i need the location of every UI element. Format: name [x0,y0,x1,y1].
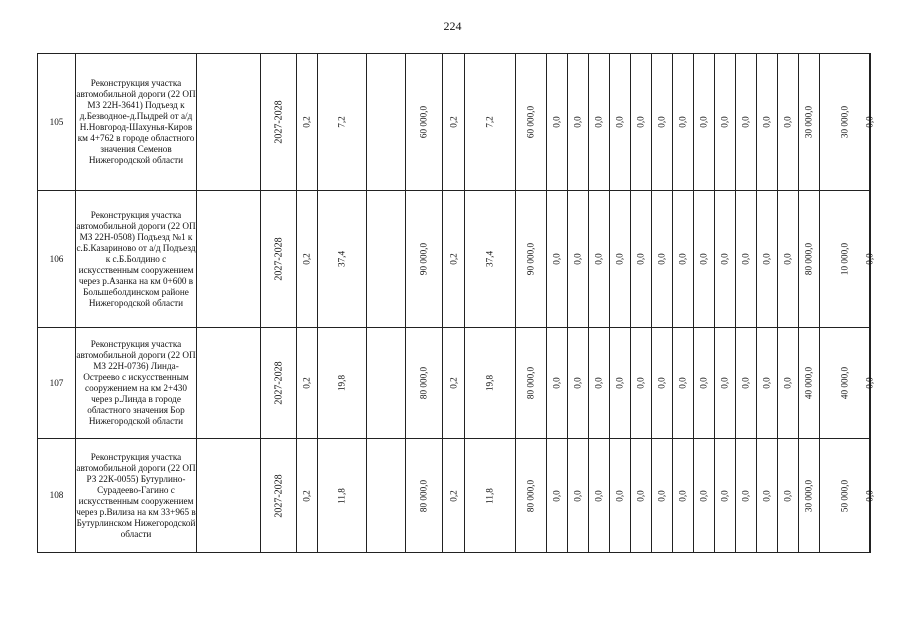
cell-y7 [673,191,694,328]
cell-cost-total [406,439,443,553]
cell-value: 40 000,0 [803,366,814,400]
cell-y8 [694,328,715,439]
cell-value: 0,0 [698,253,709,265]
table-row [38,439,871,553]
cell-value: 40 000,0 [839,366,849,400]
cell-y9 [715,54,736,191]
cell-y2 [568,328,589,439]
cell-value-b [443,439,465,553]
cell-y9 [715,328,736,439]
cell-y12 [778,328,799,439]
cell-y6 [652,191,673,328]
cell-value: 60 000,0 [418,105,429,139]
cell-value: 0,0 [761,489,772,502]
cell-y2 [568,191,589,328]
cell-y12 [778,54,799,191]
cell-amount-1 [799,54,820,191]
cell-y5 [631,191,652,328]
cell-length-b [465,439,516,553]
cell-length [318,54,367,191]
cell-y3 [589,439,610,553]
cell-cost-b [516,54,547,191]
cell-value: 0,0 [551,116,562,128]
cell-cost-total [406,328,443,439]
row-number: 108 [38,439,76,553]
cell-value: 30 000,0 [803,105,814,139]
cell-y5 [631,439,652,553]
cell-value: 0,0 [593,253,604,265]
cell-remainder [864,439,875,553]
cell-value: 2027-2028 [273,237,284,281]
road-reconstruction-table [37,53,875,553]
cell-extra [197,439,261,553]
cell-value: 37,4 [336,250,347,268]
cell-amount-2 [820,328,870,439]
cell-y10 [736,439,757,553]
cell-extra [197,328,261,439]
cell-value: 0,0 [698,116,709,128]
cell-value: 0,0 [864,377,875,389]
row-number: 106 [38,191,76,328]
cell-value: 0,0 [698,377,709,389]
cell-y1 [547,191,568,328]
road-object-name [76,328,197,439]
cell-value: 0,0 [782,253,793,265]
cell-y9 [715,191,736,328]
cell-amount-2 [820,54,870,191]
cell-value: 0,0 [719,116,730,128]
cell-value: 0,0 [614,377,625,389]
cell-value: 0,0 [719,377,730,389]
cell-value: 80 000,0 [525,366,536,400]
cell-value-b [443,54,465,191]
cell-value: 0,0 [740,253,751,265]
cell-y3 [589,191,610,328]
cell-remainder [864,191,875,328]
cell-value: 50 000,0 [839,479,849,512]
cell-y11 [757,328,778,439]
cell-value: 0,0 [635,489,646,502]
cell-y2 [568,439,589,553]
cell-value: 0,0 [864,489,875,502]
cell-value-a [297,54,318,191]
cell-length-b [465,191,516,328]
cell-y9 [715,439,736,553]
cell-period [261,54,297,191]
cell-y8 [694,54,715,191]
road-object-name [76,191,197,328]
cell-period [261,191,297,328]
cell-value: 0,0 [677,116,688,128]
cell-value: 0,0 [864,253,875,265]
cell-value: 0,2 [301,253,312,265]
cell-value: 0,0 [864,116,875,128]
row-number: 107 [38,328,76,439]
cell-value: 0,0 [677,253,688,265]
cell-value: 80 000,0 [803,242,814,276]
cell-value-a [297,328,318,439]
cell-amount-1 [799,328,820,439]
cell-value: 0,0 [572,253,583,265]
cell-value: 30 000,0 [839,105,849,139]
road-object-name [76,439,197,553]
cell-y2 [568,54,589,191]
cell-y5 [631,328,652,439]
cell-blank [367,328,406,439]
cell-amount-2 [820,191,870,328]
cell-y3 [589,54,610,191]
cell-value: 0,0 [677,489,688,502]
cell-value: 0,2 [448,489,458,502]
cell-value-a [297,439,318,553]
cell-length [318,328,367,439]
cell-length [318,439,367,553]
table-row [38,328,871,439]
cell-value-b [443,328,465,439]
cell-value: 0,0 [572,116,583,128]
cell-value: 80 000,0 [525,479,536,512]
cell-y4 [610,191,631,328]
cell-value: 7,2 [484,116,495,128]
cell-value: 0,0 [593,489,604,502]
cell-value: 0,2 [301,116,312,128]
cell-value: 60 000,0 [525,105,536,139]
road-object-name-text: Реконструкция участка автомобильной дороги (22 ОП РЗ 22К-0055) Бутурлино-Сурадеево-Гагино с искусственным сооружением через р.Вилиза на км 33+965 в Бутурлинском Нижегородской области [76,451,196,539]
cell-value: 0,0 [614,116,625,128]
cell-value: 0,0 [677,377,688,389]
cell-y11 [757,439,778,553]
cell-value-b [443,191,465,328]
cell-y11 [757,191,778,328]
cell-value: 80 000,0 [418,366,429,400]
cell-remainder [864,328,875,439]
cell-value: 0,0 [761,377,772,389]
cell-blank [367,54,406,191]
road-object-name-text: Реконструкция участка автомобильной дороги (22 ОП МЗ 22Н-3641) Подъезд к д.Безводное-д.Пыдрей от а/д Н.Новгород-Шахунья-Киров км 4+762 в городе областного значения Семенов Нижегородской области [76,78,196,165]
cell-period [261,328,297,439]
cell-y12 [778,439,799,553]
cell-value: 0,0 [593,116,604,128]
table-row [38,191,871,328]
cell-y8 [694,191,715,328]
cell-value: 0,0 [614,253,625,265]
cell-value: 0,0 [635,116,646,128]
cell-length-b [465,328,516,439]
cell-amount-2 [820,439,870,553]
cell-value: 90 000,0 [418,242,429,276]
table-row [38,54,871,191]
cell-value-a [297,191,318,328]
cell-value: 0,0 [740,377,751,389]
cell-value: 0,0 [635,377,646,389]
cell-y1 [547,439,568,553]
cell-value: 90 000,0 [525,242,536,276]
cell-value: 0,0 [551,489,562,502]
cell-y7 [673,328,694,439]
cell-value: 0,0 [656,253,667,265]
cell-blank [367,439,406,553]
cell-value: 0,0 [761,253,772,265]
cell-value: 37,4 [484,250,495,268]
cell-y11 [757,54,778,191]
cell-extra [197,54,261,191]
cell-cost-total [406,54,443,191]
cell-value: 19,8 [484,374,495,392]
cell-y10 [736,328,757,439]
cell-extra [197,191,261,328]
cell-value: 0,2 [448,253,458,265]
cell-value: 2027-2028 [273,100,284,144]
cell-value: 0,2 [301,489,312,502]
cell-value: 7,2 [336,116,347,128]
cell-y1 [547,54,568,191]
cell-remainder [864,54,875,191]
cell-y4 [610,328,631,439]
cell-value: 0,0 [656,377,667,389]
cell-value: 0,0 [656,116,667,128]
cell-value: 0,0 [782,116,793,128]
cell-value: 0,0 [551,377,562,389]
cell-value: 0,0 [614,489,625,502]
cell-value: 11,8 [484,487,495,504]
cell-y4 [610,439,631,553]
cell-y3 [589,328,610,439]
cell-y4 [610,54,631,191]
cell-y12 [778,191,799,328]
cell-y6 [652,439,673,553]
page-number: 224 [443,19,462,33]
cell-value: 0,0 [551,253,562,265]
cell-value: 2027-2028 [273,361,284,405]
cell-cost-total [406,191,443,328]
row-number: 105 [38,54,76,191]
cell-amount-1 [799,191,820,328]
cell-value: 0,2 [301,377,312,389]
cell-value: 0,0 [719,489,730,502]
cell-y7 [673,439,694,553]
cell-y6 [652,328,673,439]
cell-y7 [673,54,694,191]
cell-value: 80 000,0 [418,479,429,512]
cell-value: 11,8 [336,487,347,504]
cell-period [261,439,297,553]
cell-value: 0,2 [448,116,458,128]
cell-value: 0,0 [761,116,772,128]
road-object-name [76,54,197,191]
road-object-name-text: Реконструкция участка автомобильной дороги (22 ОП МЗ 22Н-0736) Линда-Остреево с искусственным сооружением на км 2+430 через р.Линда в городе областного значения Бор Нижегородской области [76,339,196,426]
cell-value: 0,0 [719,253,730,265]
cell-value: 0,0 [572,489,583,502]
cell-y10 [736,191,757,328]
cell-length-b [465,54,516,191]
cell-value: 0,0 [740,489,751,502]
cell-value: 0,2 [448,377,458,389]
cell-cost-b [516,191,547,328]
cell-value: 0,0 [782,377,793,389]
cell-y6 [652,54,673,191]
cell-blank [367,191,406,328]
cell-value: 0,0 [656,489,667,502]
cell-y1 [547,328,568,439]
cell-value: 2027-2028 [273,473,284,518]
cell-value: 0,0 [782,489,793,502]
cell-y8 [694,439,715,553]
cell-length [318,191,367,328]
road-object-name-text: Реконструкция участка автомобильной дороги (22 ОП МЗ 22Н-0508) Подъезд №1 к с.Б.Казариново от а/д Подъезд к с.Б.Болдино с искусственным сооружением через р.Азанка на км 0+600 в Большеболдинском районе Нижегородской области [76,209,196,308]
cell-cost-b [516,439,547,553]
cell-value: 0,0 [635,253,646,265]
cell-y10 [736,54,757,191]
cell-amount-1 [799,439,820,553]
cell-cost-b [516,328,547,439]
cell-y5 [631,54,652,191]
cell-value: 19,8 [336,374,347,392]
cell-value: 0,0 [593,377,604,389]
cell-value: 30 000,0 [803,479,814,512]
cell-value: 0,0 [740,116,751,128]
cell-value: 10 000,0 [839,242,849,276]
cell-value: 0,0 [572,377,583,389]
cell-value: 0,0 [698,489,709,502]
